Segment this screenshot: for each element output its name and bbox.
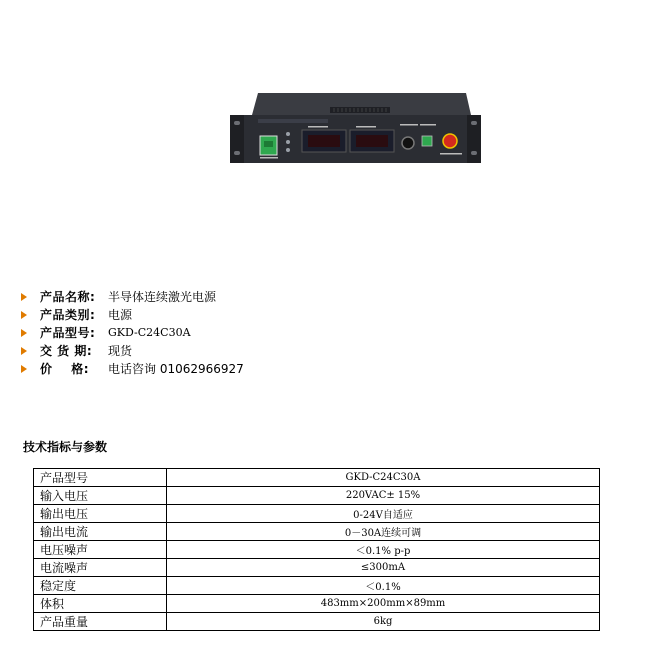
table-row bbox=[34, 523, 600, 541]
indicator-led bbox=[286, 140, 290, 144]
table-row bbox=[34, 469, 600, 487]
table-row bbox=[34, 595, 600, 613]
table-row bbox=[34, 541, 600, 559]
table-row bbox=[34, 487, 600, 505]
spec-value: 0-24V自适应 bbox=[167, 505, 600, 523]
current-knob bbox=[402, 137, 414, 149]
spec-value: 483mm×200mm×89mm bbox=[167, 595, 600, 613]
specs-title: 技术指标与参数 bbox=[23, 440, 108, 454]
spec-value: 6kg bbox=[167, 613, 600, 631]
info-value: 半导体连续激光电源 bbox=[108, 290, 217, 304]
bullet-icon bbox=[21, 347, 27, 355]
table-row bbox=[34, 613, 600, 631]
table-row bbox=[34, 577, 600, 595]
spec-name: 体积 bbox=[34, 595, 167, 613]
bullet-icon bbox=[21, 329, 27, 337]
info-value: 电源 bbox=[108, 308, 133, 322]
indicator-led bbox=[286, 148, 290, 152]
spec-value: 220VAC± 15% bbox=[167, 487, 600, 505]
spec-name: 输入电压 bbox=[34, 487, 167, 505]
info-label: 产品类别: bbox=[40, 308, 96, 322]
spec-value: ≤300mA bbox=[167, 559, 600, 577]
spec-table bbox=[33, 468, 600, 631]
spec-value: ＜0.1% p-p bbox=[167, 541, 600, 559]
info-label: 交 货 期: bbox=[40, 344, 93, 358]
spec-value: GKD-C24C30A bbox=[167, 469, 600, 487]
info-value: 现货 bbox=[108, 344, 133, 358]
spec-name: 输出电流 bbox=[34, 523, 167, 541]
emergency-stop-button bbox=[443, 134, 457, 148]
bullet-icon bbox=[21, 311, 27, 319]
indicator-led bbox=[286, 132, 290, 136]
info-value: GKD-C24C30A bbox=[108, 326, 191, 339]
spec-value: 0－30A连续可调 bbox=[167, 523, 600, 541]
on-off-button bbox=[422, 136, 432, 146]
spec-name: 产品型号 bbox=[34, 469, 167, 487]
spec-name: 输出电压 bbox=[34, 505, 167, 523]
spec-name: 电压噪声 bbox=[34, 541, 167, 559]
info-label: 产品型号: bbox=[40, 326, 96, 340]
spec-name: 产品重量 bbox=[34, 613, 167, 631]
bullet-icon bbox=[21, 365, 27, 373]
info-label: 价 格: bbox=[40, 362, 90, 376]
spec-value: ＜0.1% bbox=[167, 577, 600, 595]
info-value: 电话咨询 01062966927 bbox=[108, 362, 244, 376]
table-row bbox=[34, 559, 600, 577]
bullet-icon bbox=[21, 293, 27, 301]
spec-name: 稳定度 bbox=[34, 577, 167, 595]
info-label: 产品名称: bbox=[40, 290, 96, 304]
product-image bbox=[230, 93, 481, 165]
spec-name: 电流噪声 bbox=[34, 559, 167, 577]
table-row bbox=[34, 505, 600, 523]
